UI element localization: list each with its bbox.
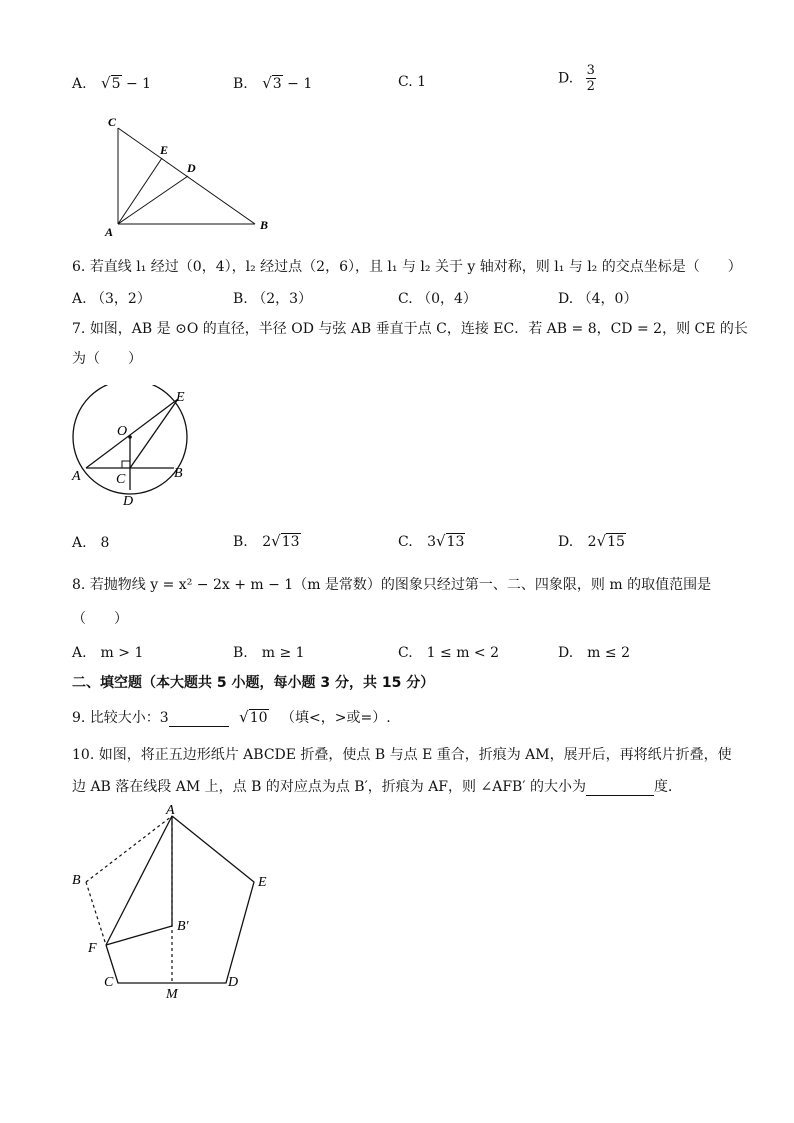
q7-option-c: C. 3√13 [398, 532, 465, 550]
question-8 [72, 574, 711, 594]
q8-option-d: D. m ≤ 2 [558, 645, 630, 661]
sqrt-expression: √5 − 1 [101, 74, 152, 92]
coefficient: 2 [587, 534, 597, 550]
q6-option-b: B. （2，3） [233, 291, 313, 307]
label-b: B [260, 218, 269, 232]
coefficient: 3 [427, 534, 437, 550]
question-6 [72, 256, 742, 276]
question-text: 若直线 l₁ 经过（0，4），l₂ 经过点（2，6），且 l₁ 与 l₂ 关于 y 轴对称，则 l₁ 与 l₂ 的交点坐标是（ ） [89, 259, 742, 275]
pentagon-figure [66, 802, 286, 1002]
expression-rest: − 1 [121, 76, 152, 92]
question-8-paren: （ ） [72, 611, 128, 627]
q7-option-a: A. 8 [72, 535, 110, 551]
label-f: F [88, 941, 97, 956]
q7-option-d: D. 2√15 [558, 532, 625, 550]
expression-rest: − 1 [282, 76, 313, 92]
label-b-prime: B′ [177, 919, 189, 934]
q5-option-c [398, 74, 426, 90]
option-label: A. [72, 76, 87, 92]
question-number: 6. [72, 259, 86, 275]
question-text: 边 AB 落在线段 AM 上，点 B 的对应点为点 B′，折痕为 AF，则 ∠AFB′ 的大小为 [72, 779, 586, 795]
question-text: 若抛物线 y = x² − 2x + m − 1（m 是常数）的图象只经过第一、二、四象限，则 m 的取值范围是 [89, 577, 712, 593]
denominator: 2 [586, 79, 595, 94]
radicand: 15 [607, 534, 625, 550]
option-label: C. [398, 534, 413, 550]
radicand: 13 [446, 534, 465, 550]
section-heading: 二、填空题（本大题共 5 小题，每小题 3 分，共 15 分） [72, 675, 435, 691]
q5-option-b [233, 74, 312, 92]
question-9: 9. 比较大小：3 √10 （填<，>或=）. [72, 708, 391, 726]
radicand: 13 [281, 534, 300, 550]
option-label: B. [233, 534, 248, 550]
label-c: C [116, 472, 126, 487]
answer-blank[interactable] [169, 726, 229, 727]
radicand: 10 [249, 710, 268, 726]
label-o: O [117, 424, 128, 439]
label-a: A [72, 469, 81, 484]
question-text: 如图，AB 是 ⊙O 的直径，半径 OD 与弦 AB 垂直于点 C，连接 EC．若 AB = 8，CD = 2，则 CE 的长 [89, 321, 748, 337]
option-value: 1 [417, 74, 427, 90]
q6-option-d: D. （4，0） [558, 291, 638, 307]
label-e: E [258, 875, 267, 890]
triangle-figure [100, 112, 280, 242]
q8-option-c: C. 1 ≤ m < 2 [398, 645, 500, 661]
q8-option-b: B. m ≥ 1 [233, 645, 305, 661]
answer-blank[interactable] [586, 795, 654, 796]
question-text: 9. 比较大小：3 [72, 710, 169, 726]
question-suffix: （填<，>或=）. [281, 710, 391, 726]
q6-option-a: A. （3，2） [72, 291, 151, 307]
label-e: E [160, 143, 169, 157]
option-label: D. [558, 534, 574, 550]
circle-figure [66, 385, 196, 510]
option-label: B. [233, 76, 248, 92]
label-b: B [174, 466, 183, 481]
question-7-line2: 为（ ） [72, 351, 142, 367]
question-7 [72, 318, 748, 338]
question-number: 8. [72, 577, 86, 593]
sqrt-expression: √3 − 1 [262, 74, 313, 92]
label-m: M [166, 987, 178, 1002]
label-b: B [72, 873, 81, 888]
q5-option-a [72, 74, 151, 92]
label-a: A [166, 803, 175, 818]
numerator: 3 [586, 63, 595, 78]
label-e: E [176, 390, 185, 405]
coefficient: 2 [262, 534, 272, 550]
q6-option-c: C. （0，4） [398, 291, 477, 307]
label-c: C [104, 975, 114, 990]
label-d: D [123, 494, 134, 509]
q5-option-d [558, 63, 596, 94]
question-10-line2 [72, 776, 682, 796]
label-d: D [187, 161, 196, 175]
radicand: 5 [111, 76, 121, 92]
question-number: 7. [72, 321, 86, 337]
question-10: 10. 如图，将正五边形纸片 ABCDE 折叠，使点 B 与点 E 重合，折痕为 AM，展开后，再将纸片折叠，使 [72, 747, 732, 763]
label-c: C [108, 115, 117, 129]
question-suffix: 度． [653, 779, 682, 795]
option-label: D. [558, 70, 574, 87]
label-d: D [228, 975, 239, 990]
fraction [586, 63, 596, 94]
radicand: 3 [272, 76, 282, 92]
label-a: A [105, 225, 114, 239]
option-label: C. [398, 74, 413, 90]
q8-option-a: A. m > 1 [72, 645, 144, 661]
q7-option-b: B. 2√13 [233, 532, 300, 550]
